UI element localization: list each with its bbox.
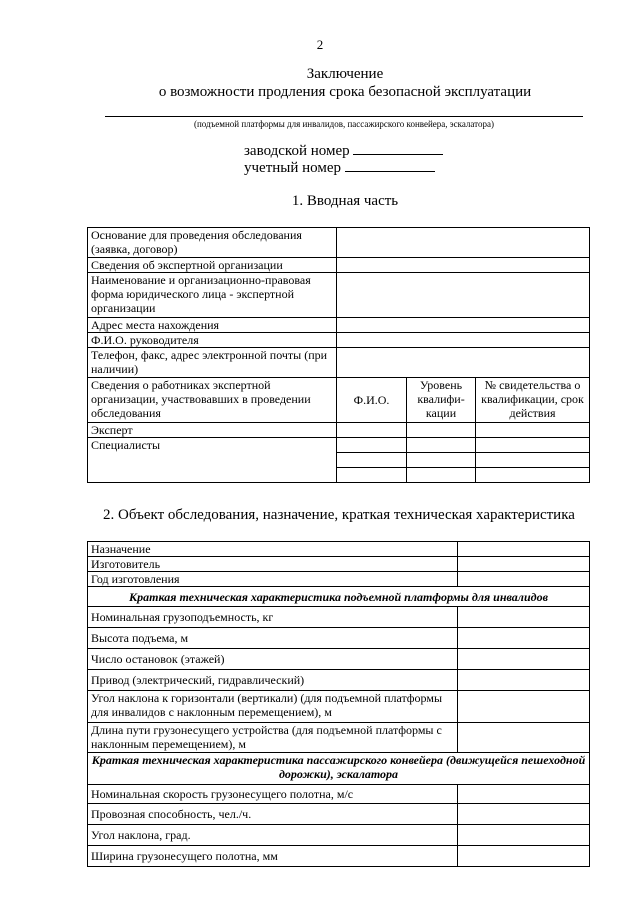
incline-value[interactable] (458, 691, 590, 723)
table-row (88, 649, 590, 670)
org-name-label: Наименование и организационно-правовая форма юридического лица - экспертной организации (88, 273, 337, 318)
expert-certificate-cell[interactable] (476, 423, 590, 438)
incline-label: Угол наклона к горизонтали (вертикали) (для подъемной платформы для инвалидов с наклонным перемещением), м (88, 691, 458, 723)
year-label: Год изготовления (88, 572, 458, 587)
capacity-label: Номинальная грузоподъемность, кг (88, 607, 458, 628)
table-row (88, 423, 590, 438)
platform-section-header: Краткая техническая характеристика подъемной платформы для инвалидов (88, 587, 590, 607)
section1-heading: 1. Вводная часть (291, 193, 399, 209)
manufacturer-label: Изготовитель (88, 557, 458, 572)
table-row (88, 670, 590, 691)
table-row (88, 846, 590, 867)
account-number-label: учетный номер (244, 160, 342, 176)
width-value[interactable] (458, 846, 590, 867)
purpose-label: Назначение (88, 542, 458, 557)
manufacturer-value[interactable] (458, 557, 590, 572)
specialist-fio-cell[interactable] (337, 453, 407, 468)
specialists-label: Специалисты (88, 438, 337, 483)
table-row (88, 438, 590, 453)
table-row (88, 723, 590, 753)
object-characteristics-table (87, 541, 590, 867)
conveyor-section-header: Краткая техническая характеристика пассажирского конвейера (движущейся пешеходной дорожки), эскалатора (88, 753, 590, 785)
throughput-label: Провозная способность, чел./ч. (88, 804, 458, 825)
head-label: Ф.И.О. руководителя (88, 333, 337, 348)
table-row (88, 273, 590, 318)
table-row (88, 333, 590, 348)
expert-label: Эксперт (88, 423, 337, 438)
angle-value[interactable] (458, 825, 590, 846)
specialist-qualification-cell[interactable] (407, 453, 476, 468)
table-row (88, 628, 590, 649)
stops-value[interactable] (458, 649, 590, 670)
lift-height-value[interactable] (458, 628, 590, 649)
purpose-value[interactable] (458, 542, 590, 557)
stops-label: Число остановок (этажей) (88, 649, 458, 670)
drive-value[interactable] (458, 670, 590, 691)
specialist-fio-cell[interactable] (337, 438, 407, 453)
specialist-certificate-cell[interactable] (476, 468, 590, 483)
page-number: 2 (316, 37, 324, 52)
table-row (88, 258, 590, 273)
speed-label: Номинальная скорость грузонесущего полотна, м/с (88, 785, 458, 804)
throughput-value[interactable] (458, 804, 590, 825)
document-title: Заключение (306, 66, 384, 82)
certificate-column-header: № свидетельства о квалификации, срок действия (476, 378, 590, 423)
specialist-certificate-cell[interactable] (476, 438, 590, 453)
specialist-qualification-cell[interactable] (407, 438, 476, 453)
specialist-certificate-cell[interactable] (476, 453, 590, 468)
lift-height-label: Высота подъема, м (88, 628, 458, 649)
path-length-value[interactable] (458, 723, 590, 753)
year-value[interactable] (458, 572, 590, 587)
path-length-label: Длина пути грузонесущего устройства (для подъемной платформы с наклонным перемещением), м (88, 723, 458, 753)
angle-label: Угол наклона, град. (88, 825, 458, 846)
table-row (88, 785, 590, 804)
title-underline (105, 116, 583, 117)
table-row (88, 318, 590, 333)
contacts-value[interactable] (337, 348, 590, 378)
org-name-value[interactable] (337, 273, 590, 318)
serial-number-field (244, 143, 443, 160)
table-row (88, 825, 590, 846)
account-number-field (244, 160, 435, 177)
table-row (88, 228, 590, 258)
specialist-qualification-cell[interactable] (407, 468, 476, 483)
drive-label: Привод (электрический, гидравлический) (88, 670, 458, 691)
width-label: Ширина грузонесущего полотна, мм (88, 846, 458, 867)
speed-value[interactable] (458, 785, 590, 804)
table-row (88, 691, 590, 723)
document-subtitle: о возможности продления срока безопасной эксплуатации (158, 84, 532, 100)
serial-number-blank[interactable] (353, 154, 443, 155)
table-row (88, 607, 590, 628)
expert-fio-cell[interactable] (337, 423, 407, 438)
head-value[interactable] (337, 333, 590, 348)
capacity-value[interactable] (458, 607, 590, 628)
table-row (88, 557, 590, 572)
table-row (88, 587, 590, 607)
basis-label: Основание для проведения обследования (заявка, договор) (88, 228, 337, 258)
address-label: Адрес места нахождения (88, 318, 337, 333)
introduction-table (87, 227, 590, 483)
expert-org-value[interactable] (337, 258, 590, 273)
contacts-label: Телефон, факс, адрес электронной почты (при наличии) (88, 348, 337, 378)
table-row (88, 753, 590, 785)
table-row (88, 804, 590, 825)
qualification-column-header: Уровень квалифи-кации (407, 378, 476, 423)
expert-qualification-cell[interactable] (407, 423, 476, 438)
serial-number-label: заводской номер (244, 143, 350, 159)
staff-label: Сведения о работниках экспертной организации, участвовавших в проведении обследования (88, 378, 337, 423)
fio-column-header: Ф.И.О. (337, 378, 407, 423)
object-type-note: (подъемной платформы для инвалидов, пассажирского конвейера, эскалатора) (193, 119, 494, 129)
account-number-blank[interactable] (345, 171, 435, 172)
expert-org-label: Сведения об экспертной организации (88, 258, 337, 273)
table-row (88, 378, 590, 423)
address-value[interactable] (337, 318, 590, 333)
table-row (88, 572, 590, 587)
table-row (88, 348, 590, 378)
table-row (88, 542, 590, 557)
basis-value[interactable] (337, 228, 590, 258)
section2-heading: 2. Объект обследования, назначение, краткая техническая характеристика (103, 507, 575, 523)
specialist-fio-cell[interactable] (337, 468, 407, 483)
